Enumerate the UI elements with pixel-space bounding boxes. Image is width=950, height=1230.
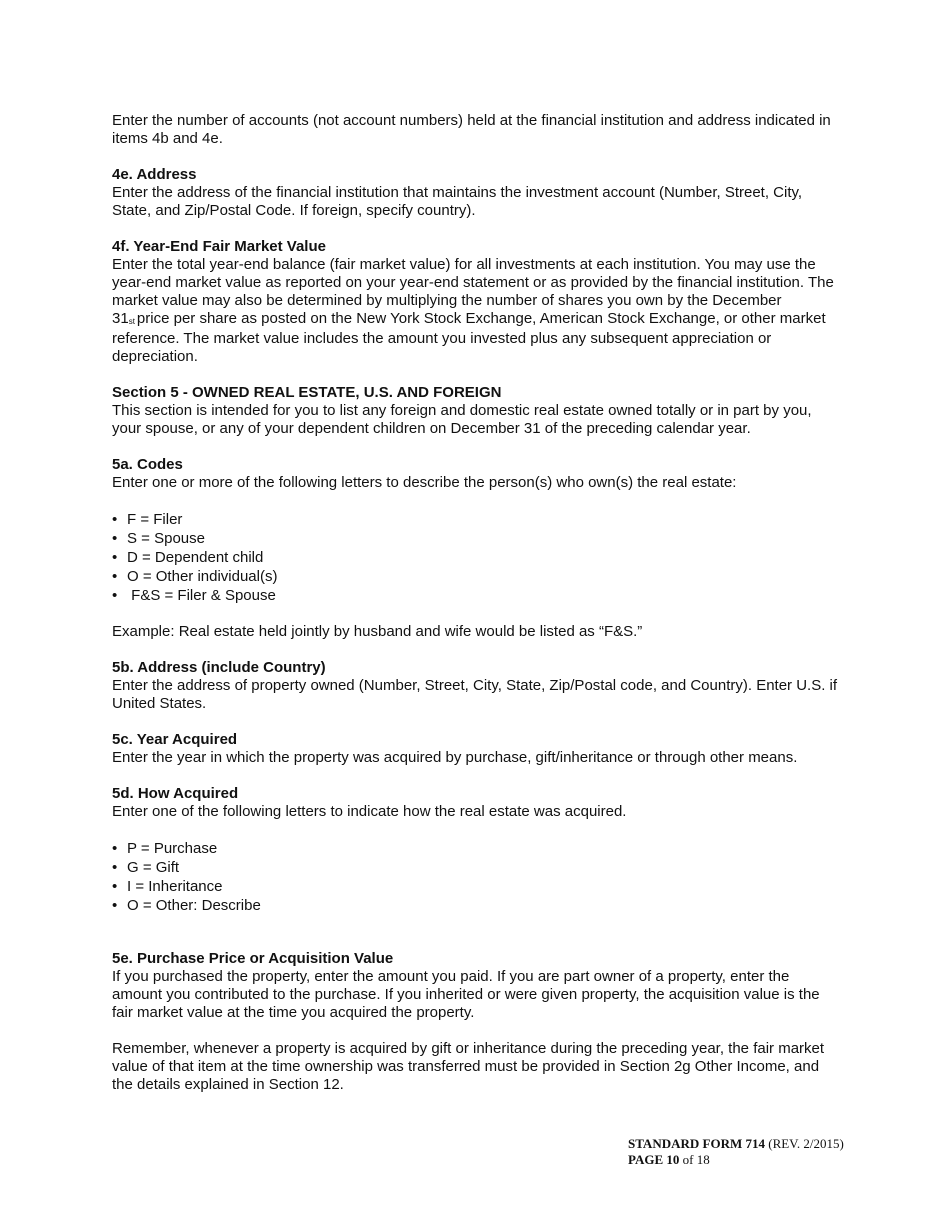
form-name: STANDARD FORM 714	[628, 1136, 765, 1151]
acquisition-codes-list	[112, 839, 840, 915]
section-4f-text-end: price per share as posted on the New York Stock Exchange, American Stock Exchange, or other market reference. The market value includes the amount you invested plus any subsequent appreciation or depreciation.	[112, 310, 826, 365]
section-5d	[112, 785, 840, 821]
section-5	[112, 384, 840, 438]
superscript-st: st	[128, 317, 135, 326]
section-5b-text: Enter the address of property owned (Number, Street, City, State, Zip/Postal code, and Country). Enter U.S. if United States.	[112, 677, 838, 712]
section-4e-heading: 4e. Address	[112, 166, 197, 183]
section-4f-text-start: Enter the total year-end balance (fair market value) for all investments at each institution. You may use the year-end market value as reported on your year-end statement or as provided by the financial institution. The market value may also be determined by multiplying the number of shares you own by the December 31	[112, 256, 834, 327]
list-item: • P = Purchase	[112, 839, 840, 858]
list-item: • I = Inheritance	[112, 877, 840, 896]
section-5b-heading: 5b. Address (include Country)	[112, 659, 326, 676]
list-item: • O = Other individual(s)	[112, 567, 840, 586]
section-5e-heading: 5e. Purchase Price or Acquisition Value	[112, 950, 394, 967]
section-5-text: This section is intended for you to list any foreign and domestic real estate owned totally or in part by you, your spouse, or any of your dependent children on December 31 of the preceding calendar year.	[112, 402, 812, 437]
section-4f-heading: 4f. Year-End Fair Market Value	[112, 238, 326, 255]
section-5e-text: If you purchased the property, enter the amount you paid. If you are part owner of a property, enter the amount you contributed to the purchase. If you inherited or were given property, the acquisition value is the fair market value at the time you acquired the property.	[112, 968, 820, 1021]
page-number	[628, 1152, 844, 1168]
list-item: • O = Other: Describe	[112, 896, 840, 915]
section-5c	[112, 731, 840, 767]
list-item: • G = Gift	[112, 858, 840, 877]
section-5c-text: Enter the year in which the property was acquired by purchase, gift/inheritance or through other means.	[112, 749, 798, 766]
section-5b	[112, 659, 840, 713]
section-4f	[112, 238, 840, 366]
section-5d-heading: 5d. How Acquired	[112, 785, 239, 802]
intro-paragraph: Enter the number of accounts (not account numbers) held at the financial institution and address indicated in items 4b and 4e.	[112, 112, 831, 147]
page-total: of 18	[679, 1152, 710, 1167]
list-item: • F&S = Filer & Spouse	[112, 586, 840, 605]
section-4e	[112, 166, 840, 220]
document-page	[112, 112, 840, 1112]
list-item: • F = Filer	[112, 510, 840, 529]
section-4f-text	[112, 256, 840, 366]
spacer	[112, 933, 840, 950]
list-item: • S = Spouse	[112, 529, 840, 548]
section-5e-remember: Remember, whenever a property is acquired by gift or inheritance during the preceding year, the fair market value of that item at the time ownership was transferred must be provided in Section 2g Other Income, and the details explained in Section 12.	[112, 1040, 825, 1093]
section-5c-heading: 5c. Year Acquired	[112, 731, 238, 748]
section-5a-example: Example: Real estate held jointly by husband and wife would be listed as “F&S.”	[112, 623, 643, 640]
list-item: • D = Dependent child	[112, 548, 840, 567]
section-5a	[112, 456, 840, 492]
owner-codes-list	[112, 510, 840, 605]
section-5d-text: Enter one of the following letters to indicate how the real estate was acquired.	[112, 803, 627, 820]
section-5-heading: Section 5 - OWNED REAL ESTATE, U.S. AND FOREIGN	[112, 384, 502, 401]
section-5a-text: Enter one or more of the following letters to describe the person(s) who own(s) the real estate:	[112, 474, 737, 491]
page-footer	[628, 1136, 844, 1168]
section-5e	[112, 950, 840, 1022]
form-identifier	[628, 1136, 844, 1152]
section-5a-heading: 5a. Codes	[112, 456, 183, 473]
form-revision: (REV. 2/2015)	[764, 1136, 844, 1151]
section-4e-text: Enter the address of the financial institution that maintains the investment account (Number, Street, City, State, and Zip/Postal Code. If foreign, specify country).	[112, 184, 803, 219]
page-label: PAGE 10	[628, 1152, 680, 1167]
